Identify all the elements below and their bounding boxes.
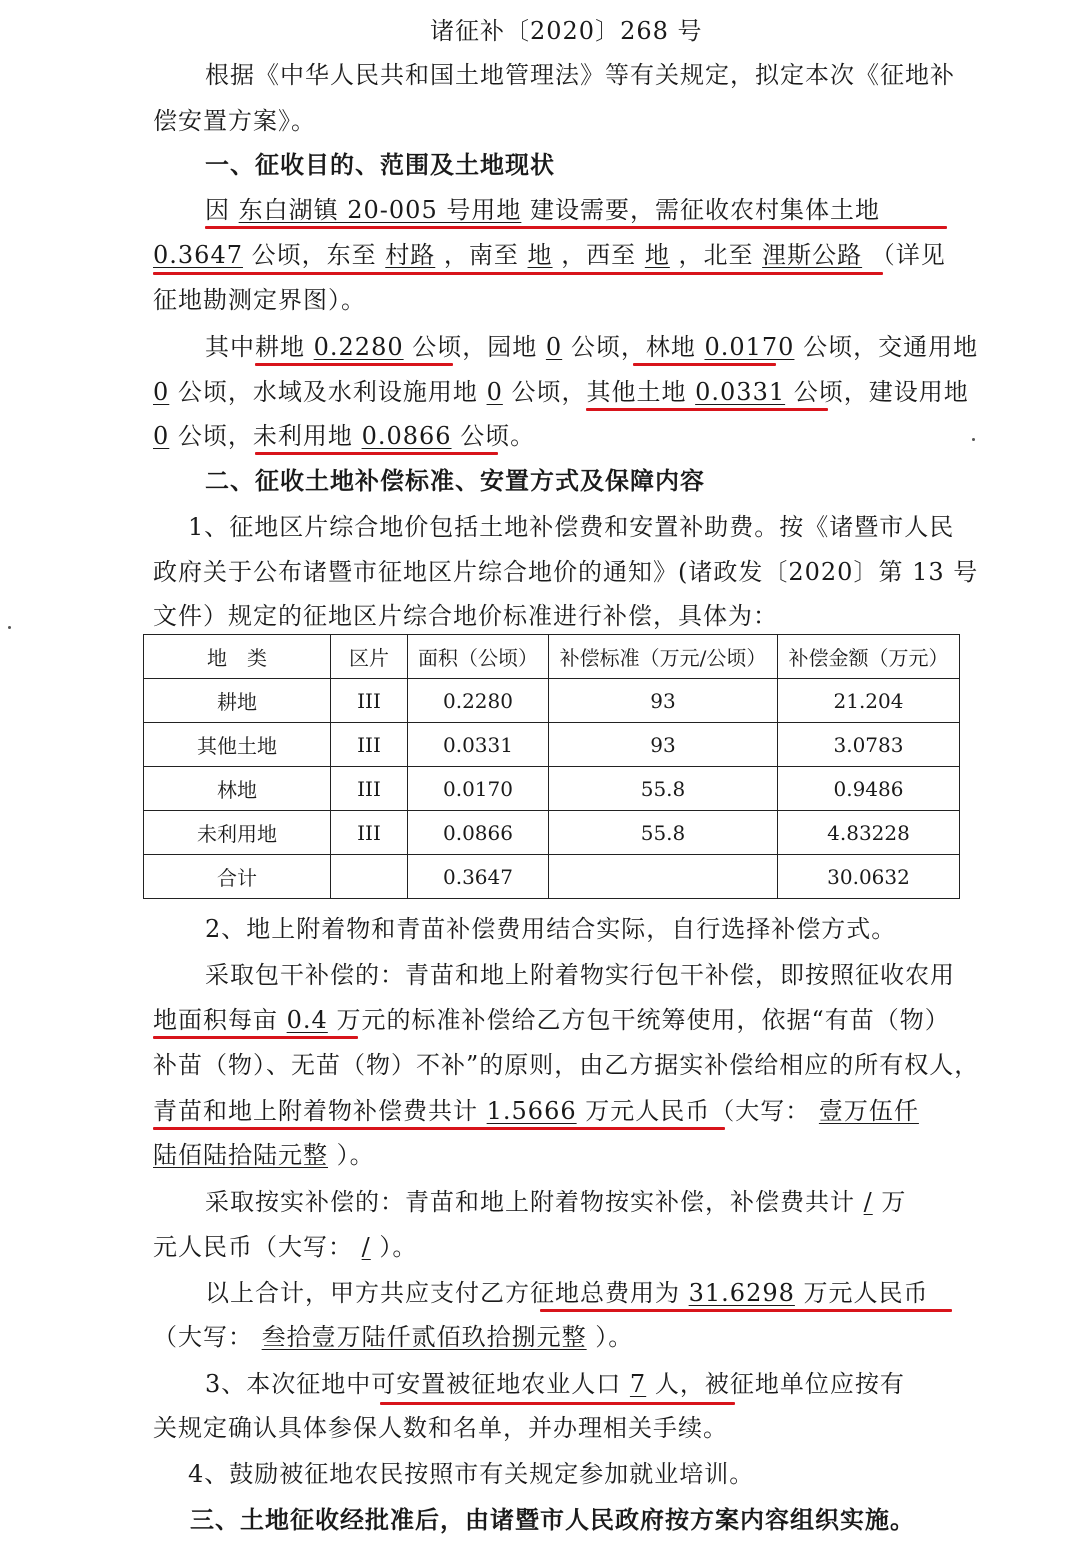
people-label: 3、本次征地中可安置被征地农业人口 bbox=[205, 1370, 622, 1398]
section-1-heading: 一、征收目的、范围及土地现状 bbox=[205, 150, 555, 179]
red-underline-arable bbox=[255, 363, 453, 366]
actual-cn-close: ）。 bbox=[379, 1233, 418, 1261]
purpose-prefix: 因 bbox=[205, 196, 230, 224]
table-header: 地 类 bbox=[144, 635, 331, 679]
purpose-line-1 bbox=[205, 195, 880, 225]
table-cell: 0.3647 bbox=[408, 855, 549, 899]
para-2-line-5 bbox=[153, 1096, 919, 1126]
table-cell: III bbox=[331, 723, 408, 767]
landuse-line-1 bbox=[205, 332, 978, 362]
table-total-row bbox=[144, 855, 960, 899]
para-2-line-3 bbox=[153, 1005, 950, 1035]
table-cell: 合计 bbox=[144, 855, 331, 899]
actual-label: 采取按实补偿的：青苗和地上附着物按实补偿，补偿费共计 bbox=[205, 1188, 855, 1216]
red-underline-other bbox=[586, 408, 828, 411]
red-underline-purpose bbox=[205, 226, 947, 229]
south-label: ，南至 bbox=[443, 241, 519, 269]
para-1-line-3: 文件）规定的征地区片综合地价标准进行补偿，具体为： bbox=[153, 602, 778, 630]
red-underline-crop-total bbox=[153, 1127, 725, 1130]
section-3: 三、土地征收经批准后，由诸暨市人民政府按方案内容组织实施。 bbox=[190, 1505, 915, 1534]
para-2-line-8 bbox=[153, 1232, 417, 1262]
table-cell: 21.204 bbox=[778, 679, 960, 723]
doc-number: 诸征补〔2020〕268 号 bbox=[430, 17, 703, 45]
red-underline-people bbox=[380, 1402, 735, 1405]
landuse-line-3 bbox=[153, 421, 535, 451]
crop-total-close: ）。 bbox=[336, 1141, 375, 1169]
table-cell: 0.0170 bbox=[408, 767, 549, 811]
table-cell: 55.8 bbox=[549, 811, 778, 855]
scan-speck bbox=[972, 438, 975, 441]
landuse-line-2 bbox=[153, 377, 969, 407]
table-header: 面积（公顷） bbox=[408, 635, 549, 679]
purpose-line-2 bbox=[153, 240, 946, 270]
para-2-line-4: 补苗（物）、无苗（物）不补”的原则，由乙方据实补偿给相应的所有权人， bbox=[153, 1051, 980, 1079]
landuse-text: 公顷，未利用地 bbox=[177, 422, 353, 450]
per-mu-tail: 万元的标准补偿给乙方包干统筹使用，依据“有苗（物） bbox=[336, 1006, 950, 1034]
table-cell: 0.2280 bbox=[408, 679, 549, 723]
actual-total-chinese: / bbox=[361, 1233, 371, 1261]
landuse-text: 公顷，林地 bbox=[570, 333, 696, 361]
table-cell: 林地 bbox=[144, 767, 331, 811]
garden-area: 0 bbox=[545, 333, 563, 361]
table-row bbox=[144, 811, 960, 855]
table-cell bbox=[331, 855, 408, 899]
construction-area: 0 bbox=[153, 422, 170, 450]
para-3-line-1 bbox=[205, 1369, 905, 1399]
table-cell: III bbox=[331, 767, 408, 811]
grand-total-unit: 万元人民币 bbox=[803, 1279, 929, 1307]
table-cell: 30.0632 bbox=[778, 855, 960, 899]
landuse-text: 公顷，园地 bbox=[412, 333, 538, 361]
actual-cn-label: 元人民币（大写： bbox=[153, 1233, 353, 1261]
table-cell: III bbox=[331, 679, 408, 723]
grand-total-chinese: 叁拾壹万陆仟贰佰玖拾捌元整 bbox=[261, 1323, 587, 1351]
red-underline-unused bbox=[255, 452, 498, 455]
water-area: 0 bbox=[486, 378, 503, 406]
total-area: 0.3647 bbox=[153, 241, 243, 269]
project-name: 东白湖镇 20-005 号用地 bbox=[238, 196, 522, 224]
boundary-east: 村路 bbox=[385, 241, 436, 269]
para-1-line-1: 1、征地区片综合地价包括土地补偿费和安置补助费。按《诸暨市人民 bbox=[188, 513, 955, 541]
landuse-text: 公顷。 bbox=[460, 422, 536, 450]
para-2-line-2: 采取包干补偿的：青苗和地上附着物实行包干补偿，即按照征收农用 bbox=[205, 961, 955, 989]
crop-total-amount: 1.5666 bbox=[486, 1097, 577, 1125]
crop-total-chinese-2: 陆佰陆拾陆元整 bbox=[153, 1141, 328, 1169]
red-underline-grand-total bbox=[540, 1309, 952, 1312]
landuse-text: 公顷，交通用地 bbox=[803, 333, 979, 361]
purpose-tail: （详见 bbox=[870, 241, 946, 269]
people-count: 7 bbox=[629, 1370, 647, 1398]
table-header: 补偿标准（万元/公顷） bbox=[549, 635, 778, 679]
table-cell: 0.9486 bbox=[778, 767, 960, 811]
boundary-south: 地 bbox=[527, 241, 553, 269]
table-cell: 0.0331 bbox=[408, 723, 549, 767]
grand-total-label: 以上合计，甲方共应支付乙方征地总费用为 bbox=[205, 1279, 680, 1307]
para-2-line-10 bbox=[153, 1322, 633, 1352]
purpose-line-3: 征地勘测定界图）。 bbox=[153, 286, 366, 314]
north-label: ，北至 bbox=[678, 241, 754, 269]
table-row bbox=[144, 679, 960, 723]
arable-area: 0.2280 bbox=[313, 333, 404, 361]
people-tail: 人，被征地单位应按有 bbox=[654, 1370, 905, 1398]
para-2-line-6 bbox=[153, 1140, 375, 1170]
table-row bbox=[144, 767, 960, 811]
table-cell: 未利用地 bbox=[144, 811, 331, 855]
grand-total-amount: 31.6298 bbox=[688, 1279, 795, 1307]
unused-area: 0.0866 bbox=[361, 422, 452, 450]
scan-speck bbox=[8, 626, 11, 629]
para-2-line-7 bbox=[205, 1187, 906, 1217]
landuse-text: 公顷，建设用地 bbox=[793, 378, 969, 406]
actual-total: / bbox=[863, 1188, 873, 1216]
red-underline-area bbox=[153, 272, 883, 275]
table-cell: 93 bbox=[549, 679, 778, 723]
table-cell: 4.83228 bbox=[778, 811, 960, 855]
para-2-line-9 bbox=[205, 1278, 929, 1308]
para-3-line-2: 关规定确认具体参保人数和名单，并办理相关手续。 bbox=[153, 1414, 728, 1442]
table-cell: 93 bbox=[549, 723, 778, 767]
traffic-area: 0 bbox=[153, 378, 170, 406]
actual-unit: 万 bbox=[881, 1188, 907, 1216]
landuse-text: 其中耕地 bbox=[205, 333, 305, 361]
forest-area: 0.0170 bbox=[704, 333, 795, 361]
table-row bbox=[144, 723, 960, 767]
boundary-north: 浬斯公路 bbox=[762, 241, 863, 269]
boundary-west: 地 bbox=[644, 241, 670, 269]
section-2-heading: 二、征收土地补偿标准、安置方式及保障内容 bbox=[205, 466, 705, 495]
landuse-text: 公顷，水域及水利设施用地 bbox=[177, 378, 478, 406]
table-cell bbox=[549, 855, 778, 899]
per-mu-amount: 0.4 bbox=[286, 1006, 328, 1034]
table-cell: 0.0866 bbox=[408, 811, 549, 855]
landuse-text: 公顷，其他土地 bbox=[511, 378, 687, 406]
para-4: 4、鼓励被征地农民按照市有关规定参加就业培训。 bbox=[188, 1460, 755, 1488]
intro-line-1: 根据《中华人民共和国土地管理法》等有关规定，拟定本次《征地补 bbox=[205, 61, 955, 89]
table-cell: 其他土地 bbox=[144, 723, 331, 767]
other-area: 0.0331 bbox=[695, 378, 786, 406]
table-header-row bbox=[144, 635, 960, 679]
purpose-mid: 建设需要，需征收农村集体土地 bbox=[530, 196, 880, 224]
west-label: ，西至 bbox=[561, 241, 637, 269]
crop-total-chinese-1: 壹万伍仟 bbox=[818, 1097, 919, 1125]
para-2-line-1: 2、地上附着物和青苗补偿费用结合实际，自行选择补偿方式。 bbox=[205, 915, 897, 943]
table-header: 补偿金额（万元） bbox=[778, 635, 960, 679]
intro-line-2: 偿安置方案》。 bbox=[153, 107, 316, 135]
grand-cn-label: （大写： bbox=[153, 1323, 253, 1351]
crop-total-unit: 万元人民币（大写： bbox=[585, 1097, 811, 1125]
red-underline-per-mu bbox=[153, 1036, 358, 1039]
para-1-line-2: 政府关于公布诸暨市征地区片综合地价的通知》(诸政发〔2020〕第 13 号 bbox=[153, 558, 979, 586]
table-cell: 55.8 bbox=[549, 767, 778, 811]
crop-total-label: 青苗和地上附着物补偿费共计 bbox=[153, 1097, 478, 1125]
compensation-table bbox=[143, 634, 960, 899]
table-header: 区片 bbox=[331, 635, 408, 679]
table-cell: 耕地 bbox=[144, 679, 331, 723]
table-cell: III bbox=[331, 811, 408, 855]
per-mu-label: 地面积每亩 bbox=[153, 1006, 278, 1034]
area-unit: 公顷，东至 bbox=[251, 241, 377, 269]
table-cell: 3.0783 bbox=[778, 723, 960, 767]
red-underline-forest bbox=[633, 363, 776, 366]
grand-cn-close: ）。 bbox=[595, 1323, 634, 1351]
